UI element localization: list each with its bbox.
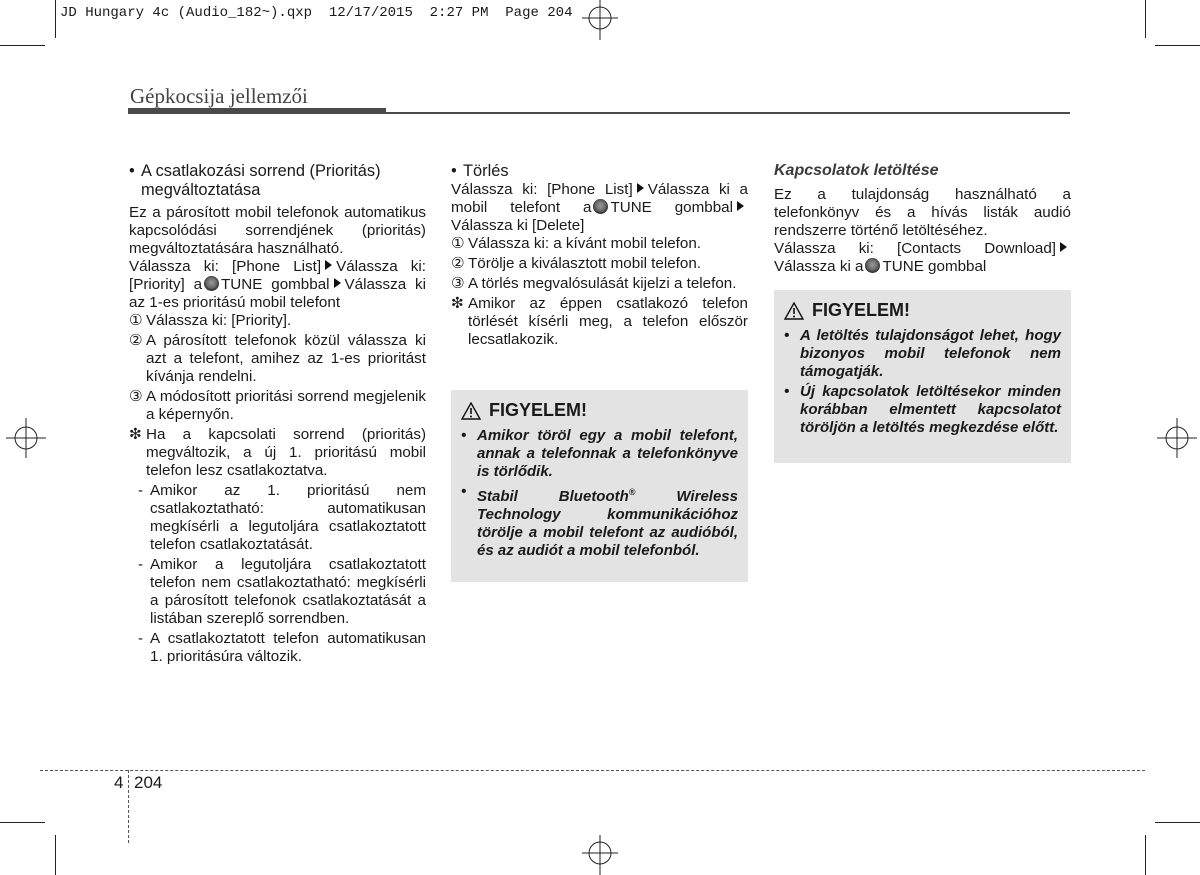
crop-mark xyxy=(1155,822,1200,823)
header-rule xyxy=(128,108,386,114)
list-item: ❇ Amikor az éppen csatlakozó telefon törlését kísérli meg, a telefon először lecsatlakozik. xyxy=(451,295,748,348)
header-rule xyxy=(386,112,1070,114)
paragraph: Ez a tulajdonság használható a telefonkönyv és a hívás listák audió rendszerre történő letöltéséhez. xyxy=(774,186,1071,239)
registration-mark-icon xyxy=(578,0,622,44)
warning-heading: FIGYELEM! xyxy=(461,400,738,421)
list-item: ① Válassza ki: a kívánt mobil telefon. xyxy=(451,235,701,252)
warning-box xyxy=(774,290,1071,463)
list-item: ③ A módosított prioritási sorrend megjelenik a képernyőn. xyxy=(129,388,426,423)
menu-path: Válassza ki: [Phone List] Válassza ki a mobil telefont a TUNE gombbalVálassza ki [Delete] xyxy=(451,181,749,234)
crop-mark xyxy=(55,0,56,38)
column-priority xyxy=(129,162,426,668)
tune-knob-icon xyxy=(593,199,608,214)
sub-list-item: - Amikor az 1. prioritású nem csatlakoztatható: automatikusan megkísérli a legutoljára csatlakoztatott telefon csatlakoztatását. xyxy=(138,482,426,553)
list-item: ② Törölje a kiválasztott mobil telefon. xyxy=(451,255,701,272)
crop-mark xyxy=(1155,45,1200,46)
warning-item: • Amikor töröl egy a mobil telefont, annak a telefonnak a telefonkönyve is törlődik. xyxy=(461,427,738,480)
crop-mark xyxy=(1145,0,1146,38)
arrow-right-icon xyxy=(334,278,341,288)
warning-item: • Új kapcsolatok letöltésekor minden korábban elmentett kapcsolatot töröljön a letöltés megkezdése előtt. xyxy=(784,383,1061,436)
list-item: ③ A törlés megvalósulását kijelzi a telefon. xyxy=(451,275,737,292)
section-heading: • A csatlakozási sorrend (Prioritás) megváltoztatása xyxy=(129,162,381,199)
arrow-right-icon xyxy=(325,260,332,270)
arrow-right-icon xyxy=(737,201,744,211)
warning-heading: FIGYELEM! xyxy=(784,300,1061,321)
sub-list-item: - Amikor a legutoljára csatlakoztatott telefon nem csatlakoztatható: megkísérli a párosított telefonok csatlakoztatását a listában szereplő sorrendben. xyxy=(138,556,426,627)
menu-path: Válassza ki: [Contacts Download]Válassza ki a TUNE gombbal xyxy=(774,240,1071,276)
tune-knob-icon xyxy=(865,258,880,273)
crop-mark xyxy=(0,822,45,823)
footer-divider xyxy=(128,770,129,843)
list-item: ② A párosított telefonok közül válassza ki azt a telefont, amihez az 1-es prioritást kívánja rendelni. xyxy=(129,332,426,385)
footer-rule xyxy=(40,770,1145,771)
column-contacts-download xyxy=(774,162,1071,276)
page-title: Gépkocsija jellemzői xyxy=(130,84,308,108)
warning-box xyxy=(451,390,748,582)
list-item: ❇ Ha a kapcsolati sorrend (prioritás) megváltozik, a új 1. prioritású mobil telefon lesz csatlakoztatva. xyxy=(129,426,426,479)
sub-list-item: - A csatlakoztatott telefon automatikusan 1. prioritásúra változik. xyxy=(138,630,426,665)
arrow-right-icon xyxy=(1060,242,1067,252)
warning-item: • A letöltés tulajdonságot lehet, hogy bizonyos mobil telefonok nem támogatják. xyxy=(784,327,1061,380)
print-slug: JD Hungary 4c (Audio_182~).qxp 12/17/2015 2:27 PM Page 204 xyxy=(60,5,573,21)
warning-triangle-icon xyxy=(784,302,804,320)
list-item: ① Válassza ki: [Priority]. xyxy=(129,312,292,329)
menu-path: Válassza ki: [Phone List] Válassza ki: [Priority] a TUNE gombbal Válassza ki az 1-es prioritású mobil telefont xyxy=(129,258,426,311)
warning-triangle-icon xyxy=(461,402,481,420)
column-delete xyxy=(451,162,748,351)
page-number: 204 xyxy=(134,773,163,792)
arrow-right-icon xyxy=(637,183,644,193)
warning-item: • Stabil Bluetooth® Wireless Technology kommunikációhoz törölje a mobil telefont az audióból, és az audiót a mobil telefonból. xyxy=(461,483,738,559)
crop-mark xyxy=(55,835,56,875)
paragraph: Ez a párosított mobil telefonok automatikus kapcsolódási sorrendjének (prioritás) megváltoztatására használható. xyxy=(129,204,426,257)
registration-mark-icon xyxy=(1155,416,1199,460)
tune-knob-icon xyxy=(204,276,219,291)
registration-mark-icon xyxy=(4,416,48,460)
chapter-number: 4 xyxy=(114,773,124,792)
crop-mark xyxy=(1145,835,1146,875)
section-heading: Kapcsolatok letöltése xyxy=(774,162,939,179)
registration-mark-icon xyxy=(578,831,622,875)
crop-mark xyxy=(0,45,45,46)
section-heading: • Törlés xyxy=(451,162,509,180)
